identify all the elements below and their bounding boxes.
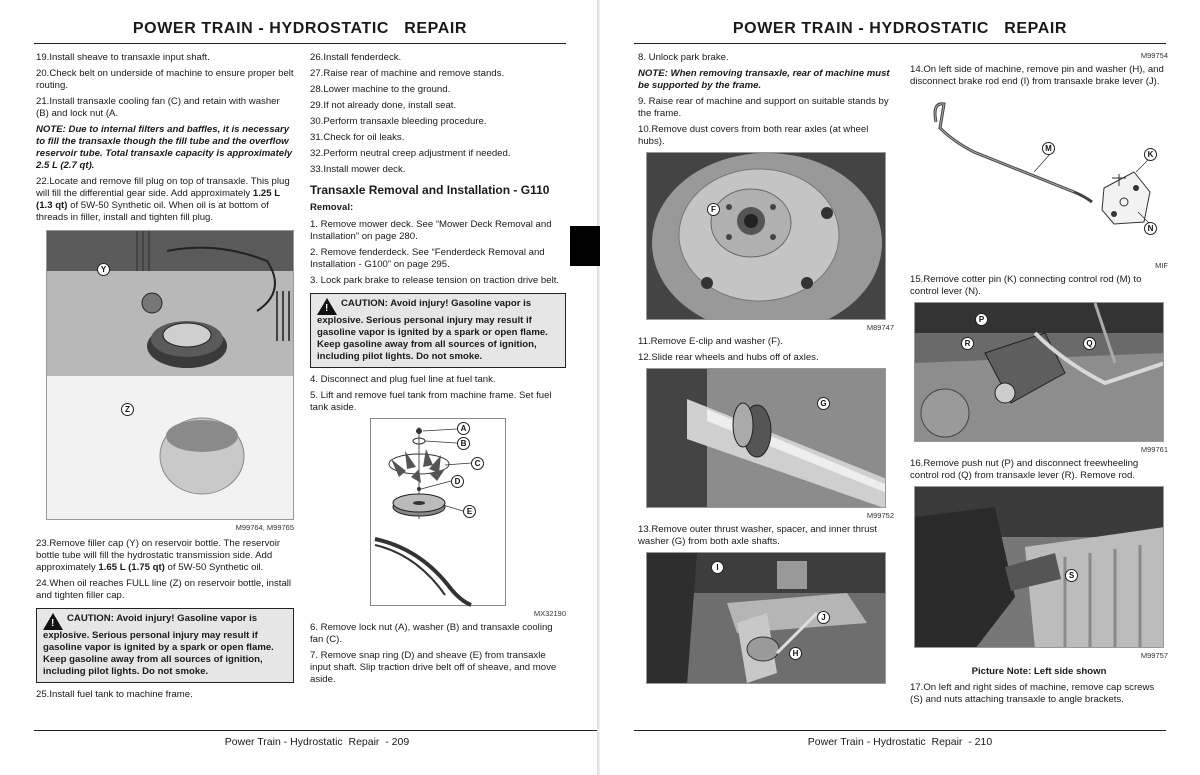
step-20: 20.Check belt on underside of machine to ensure proper belt routing. (36, 68, 294, 91)
label-r: R (961, 337, 974, 350)
transaxle-bracket-photo (914, 486, 1164, 648)
removal-step-1: 1. Remove mower deck. See “Mower Deck Removal and Installation” on page 280. (310, 219, 552, 242)
brake-lever-photo (646, 552, 886, 684)
figure-code: M99761 (1140, 445, 1168, 454)
label-m: M (1042, 142, 1055, 155)
picture-note: Picture Note: Left side shown (971, 666, 1107, 677)
step-9: 9. Raise rear of machine and support on suitable stands by the frame. (638, 96, 889, 119)
control-rod-illustration (914, 92, 1164, 258)
wheel-hub-illustration (647, 153, 886, 320)
note-fill: NOTE: Due to internal filters and baffles, it is necessary to fill the transaxle though the fill tube and the overflow reservoir tube. Total transaxle capacity is approximately 2.5 L (2.7 qt). (36, 124, 293, 171)
figure-code: MIF (1155, 261, 1168, 270)
step-10: 10.Remove dust covers from both rear axles (at wheel hubs). (638, 124, 869, 147)
removal-step-7: 7. Remove snap ring (D) and sheave (E) from transaxle input shaft. Slip traction drive belt off of sheave, and move aside. (310, 650, 557, 685)
axle-photo (646, 368, 886, 508)
removal-step-3: 3. Lock park brake to release tension on traction drive belt. (310, 275, 560, 286)
step-21: 21.Install transaxle cooling fan (C) and retain with washer (B) and lock nut (A. (36, 96, 280, 119)
note-support: NOTE: When removing transaxle, rear of machine must be supported by the frame. (638, 68, 890, 91)
control-rod-diagram (914, 92, 1164, 258)
label-q: Q (1083, 337, 1096, 350)
step-11: 11.Remove E-clip and washer (F). (638, 336, 783, 347)
freewheel-rod-photo (914, 302, 1164, 442)
step-13: 13.Remove outer thrust washer, spacer, and inner thrust washer (G) from both axle shafts. (638, 524, 877, 547)
figure-code: M99764, M99765 (235, 523, 294, 532)
step-12: 12.Slide rear wheels and hubs off of axles. (638, 352, 819, 363)
label-h: H (789, 647, 802, 660)
step-8: 8. Unlock park brake. (638, 52, 729, 63)
label-b: B (457, 437, 470, 450)
step-22: 22.Locate and remove fill plug on top of transaxle. This plug will fill the differential gear side. Add approximately 1.25 L (1.3 qt) of 5W-50 Synthetic oil. When oil is at bottom of threads in filler, install and tighten fill plug. (36, 176, 290, 223)
removal-step-2: 2. Remove fenderdeck. See “Fenderdeck Removal and Installation - G100” on page 295. (310, 247, 545, 270)
label-s: S (1065, 569, 1078, 582)
step-27: 27.Raise rear of machine and remove stands. (310, 68, 505, 79)
step-23: 23.Remove filler cap (Y) on reservoir bottle. The reservoir bottle tube will fill the hydrostatic transmission side. Add approximately 1.65 L (1.75 qt) of 5W-50 Synthetic oil. (36, 538, 281, 573)
right-column-2 (910, 50, 1168, 710)
page-footer: Power Train - Hydrostatic Repair - 209 (34, 730, 600, 748)
label-g: G (817, 397, 830, 410)
figure-code: M89747 (866, 323, 894, 332)
label-c: C (471, 457, 484, 470)
figure-code: M99757 (1140, 651, 1168, 660)
fan-sheave-diagram (370, 418, 506, 606)
section-title: Transaxle Removal and Installation - G110 (310, 183, 550, 197)
removal-heading: Removal: (310, 202, 354, 213)
left-column-1 (36, 52, 294, 705)
label-y: Y (97, 263, 110, 276)
brake-lever-illustration (647, 553, 886, 684)
reservoir-illustration (47, 231, 294, 520)
step-33: 33.Install mower deck. (310, 164, 406, 175)
label-d: D (451, 475, 464, 488)
figure-code: M99752 (866, 511, 894, 520)
step-25: 25.Install fuel tank to machine frame. (36, 689, 193, 700)
page-header: POWER TRAIN - HYDROSTATIC REPAIR (34, 20, 566, 44)
page-footer: Power Train - Hydrostatic Repair - 210 (634, 730, 1166, 748)
figure-code: M99754 (1140, 51, 1168, 60)
step-24: 24.When oil reaches FULL line (Z) on reservoir bottle, install and tighten filler cap. (36, 578, 292, 601)
step-28: 28.Lower machine to the ground. (310, 84, 451, 95)
step-29: 29.If not already done, install seat. (310, 100, 457, 111)
removal-step-4: 4. Disconnect and plug fuel line at fuel tank. (310, 374, 496, 385)
fan-sheave-illustration (371, 419, 507, 607)
figure-code: MX32190 (533, 609, 566, 618)
step-17: 17.On left and right sides of machine, remove cap screws (S) and nuts attaching transaxle to angle brackets. (910, 682, 1155, 705)
step-31: 31.Check for oil leaks. (310, 132, 405, 143)
right-column-1 (638, 52, 894, 684)
left-column-2 (310, 52, 566, 690)
step-30: 30.Perform transaxle bleeding procedure. (310, 116, 487, 127)
label-k: K (1144, 148, 1157, 161)
removal-step-5: 5. Lift and remove fuel tank from machine frame. Set fuel tank aside. (310, 390, 552, 413)
wheel-hub-photo (646, 152, 886, 320)
label-i: I (711, 561, 724, 574)
step-26: 26.Install fenderdeck. (310, 52, 402, 63)
reservoir-photo (46, 230, 294, 520)
freewheel-rod-illustration (915, 303, 1164, 442)
label-a: A (457, 422, 470, 435)
removal-step-6: 6. Remove lock nut (A), washer (B) and transaxle cooling fan (C). (310, 622, 553, 645)
label-f: F (707, 203, 720, 216)
page-header: POWER TRAIN - HYDROSTATIC REPAIR (634, 20, 1166, 44)
caution-box: !CAUTION: Avoid injury! Gasoline vapor is explosive. Serious personal injury may result if gasoline vapor is ignited by a spark or open flame. Keep gasoline away from all sources of ignition, including pilot lights. Do not smoke. (310, 293, 566, 368)
label-n: N (1144, 222, 1157, 235)
label-z: Z (121, 403, 134, 416)
step-16: 16.Remove push nut (P) and disconnect freewheeling control rod (Q) from transaxle lever (R). Remove rod. (910, 458, 1139, 481)
label-j: J (817, 611, 830, 624)
step-19: 19.Install sheave to transaxle input shaft. (36, 52, 210, 63)
label-e: E (463, 505, 476, 518)
page-210 (600, 0, 1200, 775)
warning-icon (43, 613, 63, 630)
label-p: P (975, 313, 988, 326)
transaxle-bracket-illustration (915, 487, 1164, 648)
step-14: 14.On left side of machine, remove pin and washer (H), and disconnect brake rod end (I) from transaxle brake lever (J). (910, 64, 1164, 87)
warning-icon (317, 298, 337, 315)
step-32: 32.Perform neutral creep adjustment if needed. (310, 148, 511, 159)
axle-illustration (647, 369, 886, 508)
caution-box: !CAUTION: Avoid injury! Gasoline vapor is explosive. Serious personal injury may result if gasoline vapor is ignited by a spark or open flame. Keep gasoline away from all sources of ignition, including pilot lights. Do not smoke. (36, 608, 294, 683)
step-15: 15.Remove cotter pin (K) connecting control rod (M) to control lever (N). (910, 274, 1142, 297)
